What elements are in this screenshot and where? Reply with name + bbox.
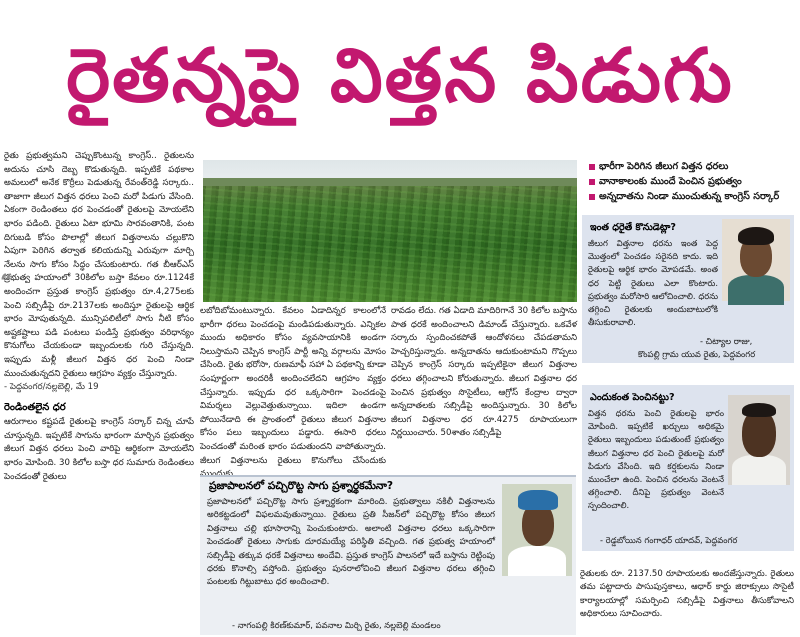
article-body-1b: ఆరుగాలం కష్టపడే రైతులపై కాంగ్రెస్ సర్కార్ చిన్న చూపే చూస్తున్నది. ఇప్పటికే సాగును భారంగా మార్చిన ప్రభుత్వం జీలుగ విత్తన ధరలు పెంచి వారిపై ఆర్థికంగా మోయలేని భారం మోపింది. 30 కిలోల బస్తా ధర సుమారు రెండింతలు పెంచడంతో రైతులు [4, 417, 194, 482]
farmer-portrait [728, 395, 790, 485]
farmer-quote-1 [582, 215, 794, 363]
farmer-quote-2 [582, 385, 794, 551]
article-body-1: రైతు ప్రభుత్వమని చెప్పుకొంటున్న కాంగ్రెస్.. రైతులను అదును చూసి దెబ్బ కొడుతున్నది. ఇప్పటికే పథకాల అమలులో అనేక కొర్రీలు పెడుతున్న రేవంత్‌రెడ్డి సర్కారు.. తాజాగా జీలుగ విత్తన ధరలు పెంచి మరో పిడుగు వేసింది. ఏకంగా రెండింతలు ధర పెంచడంతో రైతులపై మోయలేని భారం పడింది. రైతులు ఏటా భూమి సారవంతానికి, పంట దిగుబడి కోసం పొలాల్లో జీలుగ విత్తనాలను చల్లుకొని ఏపుగా పెరిగిన తర్వాత కలియదున్ని ఎరువుగా మార్చి నేలను సాగు కోసం సిద్ధం చేసుకుంటారు. గత బీఆర్ఎస్ ప్రభుత్వ హయాంలో 30కిలోల బస్తా కేవలం రూ.1124కే అందించగా ప్రస్తుత కాంగ్రెస్ ప్రభుత్వం రూ.4,275లకు పెంచి సబ్సిడీపై రూ.2137లకు అందిస్తూ రైతులపై ఆర్థిక భారం మోపుతున్నది. మున్సిపలిటీలో సాగు నీటి కోసం అష్టకష్టాలు పడి పంటలు పండిస్తే ప్రభుత్వం వరిధాన్యం కొనుగోలు చేయకుండా ఇబ్బందులకు గురి చేస్తున్నది. ఇప్పుడు మళ్లీ జీలుగ విత్తన ధర పెంచి నిండా ముంచుతున్నదని రైతులు ఆగ్రహం వ్యక్తం చేస్తున్నారు. [4, 151, 194, 379]
article-continuation: రైతులకు రూ. 2137.50 రూపాయలకు అందజేస్తున్నారు. రైతులు తమ పట్టాదారు పాసుపుస్తకాలు, ఆధార్ కార్డు జిరాక్సులు సొసైటీ కార్యాలయాల్లో సమర్పించి సబ్సిడీపై విత్తనాలు తీసుకోవాలని అధికారులు సూచించారు. [580, 569, 794, 620]
quote-name: - చిట్యాల రాజు, [700, 336, 753, 346]
quote-title: ఇంత ధరైతే కొనుడెట్లా? [590, 222, 676, 233]
highlight-item: అన్నదాతను నిండా ముంచుతున్న కాంగ్రెస్ సర్కార్ [588, 190, 793, 204]
quote-sign: - రెడ్డబోయిన గంగాధర్ యాదవ్, పెద్దవంగర [600, 535, 738, 545]
quote-text: జీలుగ విత్తనాల ధరను ఇంత పెద్ద మొత్తంలో పెంచడం సరైనది కాదు. ఇది రైతులపై ఆర్థిక భారం మోపడమే. అంత ధర పెట్టి రైతులు ఎలా కొంటారు. ప్రభుత్వం మరోసారి ఆలోచించాలి. ధరను తగ్గించి రైతులకు అందుబాటులోకి తీసుకురావాలి. [588, 238, 718, 328]
article-body-2: లబోదిబోమంటున్నారు. కేవలం ఏడాదిన్నర కాలంలోనే భారీగా ధరలు పెంచడంపై మండిపడుతున్నారు. ఎన్నికల ముందు అధికారం కోసం వ్యవసాయానికి అండగా నిలుస్తామని చెప్పిన కాంగ్రెస్ పార్టీ అన్ని వర్గాలను మోసం చేసింది. రైతు భరోసా, రుణమాఫీ సహా ఏ పథకాన్ని కూడా సంపూర్ణంగా అందరికీ అందించలేదని ఆగ్రహం వ్యక్తం చేస్తున్నారు. ఇప్పుడు ధర ఒక్కసారిగా పెంచడంపై విమర్శలు వెల్లువెత్తుతున్నాయి. ఇదిలా ఉండగా పోయినేడాది ఈ ప్రాంతంలో రైతులు జీలుగ విత్తనాల కోసం పలు ఇబ్బందులు పడ్డారు. ఈసారి ధరలు పెంచడంతో మరింత భారం పడుతుందని వాపోతున్నారు. జీలుగ విత్తనాలను రైతులు కొనుగోలు చేసేందుకు [200, 306, 386, 466]
highlights-list [588, 160, 793, 205]
quote-title: ఎందుకంత పెంచినట్టు? [590, 392, 675, 403]
bullet-square-icon [589, 179, 595, 185]
opinion-text: ప్రజాపాలనలో పచ్చిరొట్ట సాగు ప్రశ్నార్థకంగా మారింది. ప్రభుత్వాలు నకిలీ విత్తనాలను అరికట్టడంలో విఫలమవుతున్నాయి. రైతులు ప్రతి సీజన్‌లో పచ్చిరొట్ట కోసం జీలుగ విత్తనాలు చల్లి భూసారాన్ని పెంచుకుంటారు. అలాంటి విత్తనాల ధరలు ఒక్కసారిగా పెంచడంతో రైతులు సాగుకు దూరమయ్యే పరిస్థితి వచ్చింది. గత ప్రభుత్వ హయాంలో సబ్సిడీపై తక్కువ ధరకే విత్తనాలు అందేవి. ప్రస్తుత కాంగ్రెస్ పాలనలో ఇదే బస్తాను రెట్టింపు ధరకు కొనాల్సి వస్తోంది. ప్రభుత్వం పునరాలోచించి జీలుగ విత్తనాల ధరలు తగ్గించి పంటలకు గిట్టుబాటు ధర అందించాలి. [207, 497, 495, 588]
subhead: రెండింతలైన ధర [4, 401, 66, 413]
quote-place: కొంపల్లి గ్రామ యువ రైతు, పెద్దవంగర [638, 349, 756, 359]
highlight-item: వానాకాలంకు ముందే పెంచిన ప్రభుత్వం [588, 175, 793, 189]
bullet-square-icon [589, 164, 595, 170]
opinion-sign: - నాగంపల్లి కిరణ్‌కుమార్, పవనాల మిర్చి రైతు, నల్లబెల్లి మండలం [232, 620, 441, 630]
quote-mark-icon: “ [0, 270, 13, 296]
field-photo [203, 160, 577, 302]
article-column-2 [200, 305, 386, 473]
article-body-3: రావడం లేదు. గత ఏడాది మాదిరిగానే 30 కిలోల బస్తాను పాత ధరకే అందించాలని డిమాండ్ చేస్తున్నారు. ఒకవేళ సర్కారు స్పందించకపోతే ఆందోళనలు చేపడతామని హెచ్చరిస్తున్నారు. అన్నదాతను ఆదుకుంటామని గొప్పలు చెప్పిన కాంగ్రెస్ సర్కారు ఇప్పటికైనా జీలుగ విత్తనాల ధరలు తగ్గించాలని కోరుతున్నారు. జీలుగ విత్తనాల ధర పెంచిన ప్రభుత్వం సొసైటీలు, ఆగ్రోస్ కేంద్రాల ద్వారా అన్నదాతలకు సబ్సిడీపై అందిస్తున్నారు. 30 కిలోల జీలుగ విత్తనాల ధర రూ.4275 రూపాయలుగా నిర్ణయించారు. 50శాతం సబ్సిడీపై [391, 306, 577, 439]
quote-text: విత్తన ధరను పెంచి రైతులపై భారం మోపింది. ఇప్పటికే ఖర్చులు అధికమై రైతులు ఇబ్బందులు పడుతుంటే ప్రభుత్వం జీలుగ విత్తనాల ధర పెంచి రైతులపై మరో పిడుగు వేసింది. ఇది కర్షకులను నిండా ముంచేలా ఉంది. పెంచిన ధరలను వెంటనే తగ్గించాలి. దీనిపై ప్రభుత్వం వెంటనే స్పందించాలి. [588, 408, 724, 511]
headline: రైతన్నపై విత్తన పిడుగు [66, 33, 734, 119]
farmer-portrait [502, 484, 572, 576]
bullet-square-icon [589, 194, 595, 200]
farmer-portrait [722, 219, 790, 301]
dateline: - పెద్దవంగర/నల్లబెల్లి, మే 19 [4, 382, 99, 393]
article-column-1 [4, 150, 194, 636]
article-column-3 [391, 305, 577, 473]
highlight-item: భారీగా పెరిగిన జీలుగ విత్తన ధరలు [588, 160, 793, 174]
opinion-title: ప్రజాపాలనలో పచ్చిరొట్ట సాగు ప్రశ్నార్థకమేనా? [209, 480, 394, 492]
